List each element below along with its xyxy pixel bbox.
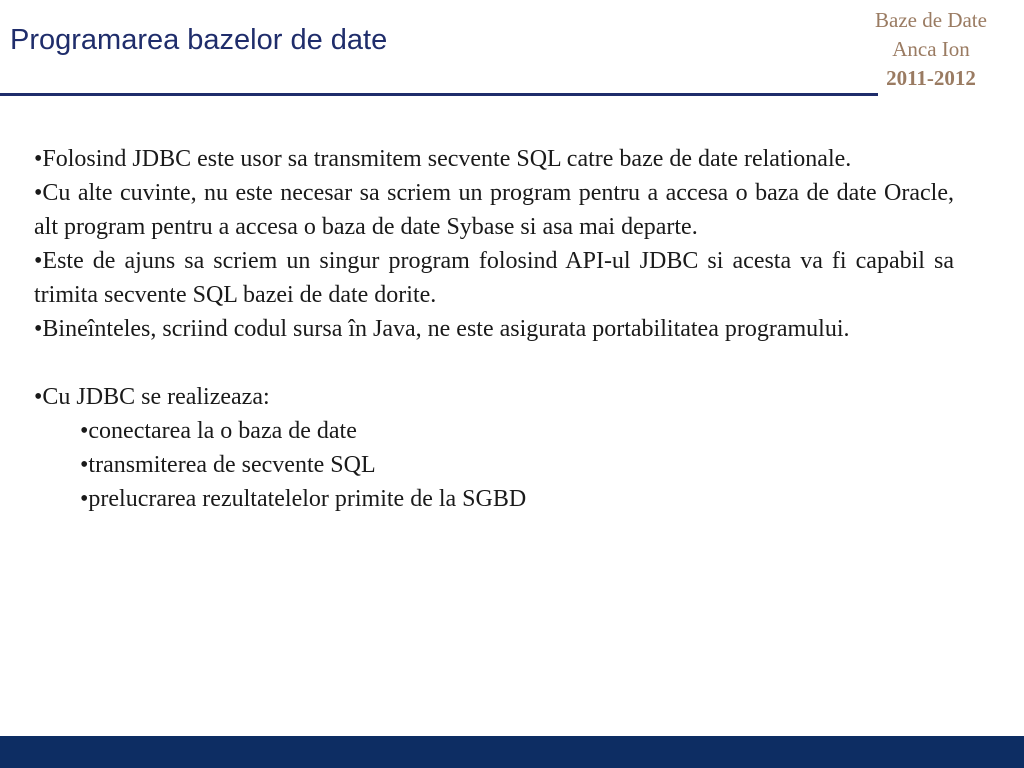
course-name: Baze de Date bbox=[875, 8, 987, 32]
author-name: Anca Ion bbox=[892, 37, 970, 61]
bullet-paragraph: •Este de ajuns sa scriem un singur program folosind API-ul JDBC si acesta va fi capabil sa trimita secvente SQL bazei de date dorite. bbox=[34, 248, 954, 308]
footer-bar bbox=[0, 736, 1024, 768]
bullet-paragraph: •Folosind JDBC este usor sa transmitem secvente SQL catre baze de date relationale. bbox=[34, 146, 852, 172]
jdbc-list-item: •conectarea la o baza de date bbox=[80, 418, 357, 444]
title-underline bbox=[0, 93, 878, 96]
academic-year: 2011-2012 bbox=[886, 66, 976, 90]
jdbc-list-item: •transmiterea de secvente SQL bbox=[80, 452, 376, 478]
course-info bbox=[846, 6, 1016, 93]
paragraph-spacer bbox=[34, 346, 954, 380]
jdbc-list-item: •prelucrarea rezultatelelor primite de la SGBD bbox=[80, 486, 527, 512]
bullet-paragraph: •Cu alte cuvinte, nu este necesar sa scriem un program pentru a accesa o baza de date Oracle, alt program pentru a accesa o baza de date Sybase si asa mai departe. bbox=[34, 180, 954, 240]
bullet-paragraph: •Bineînteles, scriind codul sursa în Java, ne este asigurata portabilitatea programului. bbox=[34, 316, 850, 342]
slide-title: Programarea bazelor de date bbox=[10, 24, 388, 56]
slide-body bbox=[34, 142, 954, 516]
jdbc-heading: •Cu JDBC se realizeaza: bbox=[34, 384, 270, 410]
